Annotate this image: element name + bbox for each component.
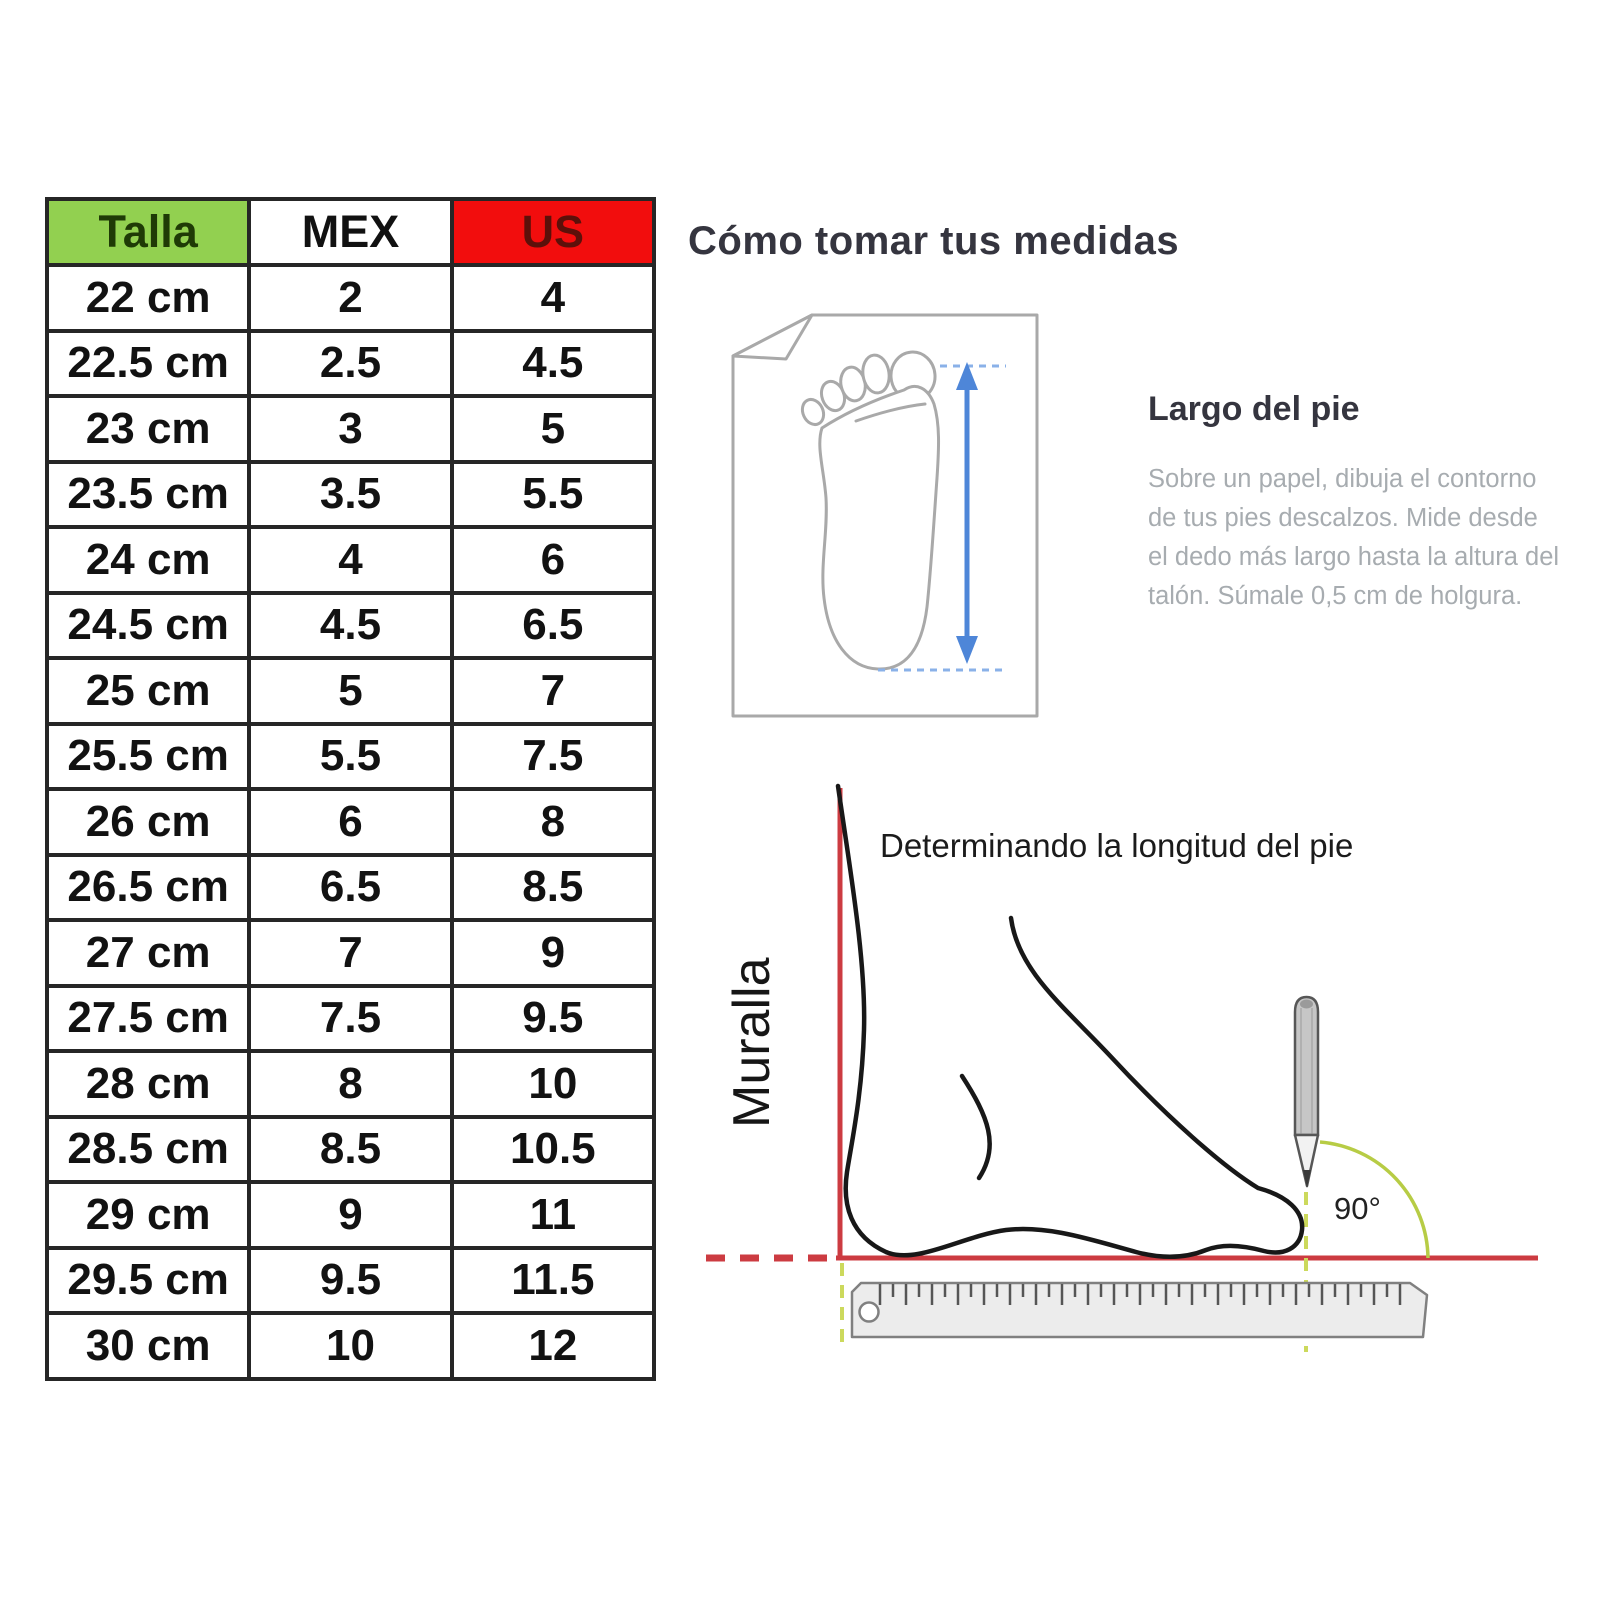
size-cell: 4 [452,265,654,331]
table-header-row [47,199,654,265]
table-row [47,462,654,528]
size-cell: 11.5 [452,1248,654,1314]
size-cell: 9 [452,920,654,986]
size-cell: 7.5 [452,724,654,790]
pencil [1295,997,1318,1188]
table-row [47,658,654,724]
size-cell: 22.5 cm [47,331,249,397]
size-cell: 29 cm [47,1182,249,1248]
size-cell: 7 [452,658,654,724]
size-cell: 28.5 cm [47,1117,249,1183]
table-row [47,1117,654,1183]
table-row [47,724,654,790]
size-cell: 25 cm [47,658,249,724]
size-cell: 24.5 cm [47,593,249,659]
measuring-diagram [706,786,1538,1352]
size-cell: 23.5 cm [47,462,249,528]
size-cell: 6.5 [249,855,451,921]
size-cell: 9.5 [452,986,654,1052]
ruler-hole [860,1303,879,1322]
table-row [47,1248,654,1314]
table-row [47,331,654,397]
size-cell: 2 [249,265,451,331]
size-cell: 5 [452,396,654,462]
size-cell: 27.5 cm [47,986,249,1052]
size-cell: 26 cm [47,789,249,855]
table-row [47,1051,654,1117]
size-cell: 6.5 [452,593,654,659]
table-row [47,593,654,659]
column-header: MEX [249,199,451,265]
ruler [852,1283,1427,1337]
size-cell: 8.5 [452,855,654,921]
column-header: Talla [47,199,249,265]
table-row [47,920,654,986]
size-cell: 3 [249,396,451,462]
size-cell: 10 [452,1051,654,1117]
foot-tracing-diagram [733,315,1037,716]
table-row [47,855,654,921]
size-cell: 22 cm [47,265,249,331]
size-cell: 10 [249,1313,451,1379]
size-cell: 8 [249,1051,451,1117]
size-cell: 24 cm [47,527,249,593]
angle-label: 90° [1334,1191,1381,1226]
size-cell: 7 [249,920,451,986]
size-cell: 29.5 cm [47,1248,249,1314]
size-cell: 5.5 [249,724,451,790]
table-row [47,265,654,331]
wall-label: Muralla [723,957,781,1128]
size-cell: 10.5 [452,1117,654,1183]
size-cell: 8 [452,789,654,855]
size-cell: 8.5 [249,1117,451,1183]
size-cell: 6 [452,527,654,593]
size-cell: 4.5 [249,593,451,659]
size-cell: 27 cm [47,920,249,986]
table-row [47,789,654,855]
table-row [47,1182,654,1248]
size-cell: 9 [249,1182,451,1248]
size-cell: 9.5 [249,1248,451,1314]
size-cell: 11 [452,1182,654,1248]
size-cell: 12 [452,1313,654,1379]
size-cell: 30 cm [47,1313,249,1379]
column-header: US [452,199,654,265]
size-cell: 23 cm [47,396,249,462]
size-cell: 4 [249,527,451,593]
table-row [47,986,654,1052]
size-cell: 3.5 [249,462,451,528]
size-cell: 7.5 [249,986,451,1052]
size-cell: 25.5 cm [47,724,249,790]
size-cell: 2.5 [249,331,451,397]
size-cell: 4.5 [452,331,654,397]
size-cell: 6 [249,789,451,855]
size-cell: 26.5 cm [47,855,249,921]
largo-paragraph: Sobre un papel, dibuja el contorno de tus pies descalzos. Mide desde el dedo más largo hasta la altura del talón. Súmale 0,5 cm de holgura. [1148,465,1560,610]
how-to-title: Cómo tomar tus medidas [688,219,1180,263]
size-cell: 5 [249,658,451,724]
diagram-caption: Determinando la longitud del pie [880,827,1354,864]
size-cell: 5.5 [452,462,654,528]
size-table-body [47,265,654,1379]
table-row [47,396,654,462]
largo-heading: Largo del pie [1148,390,1360,428]
size-table [45,197,656,1381]
size-cell: 28 cm [47,1051,249,1117]
table-row [47,1313,654,1379]
table-row [47,527,654,593]
